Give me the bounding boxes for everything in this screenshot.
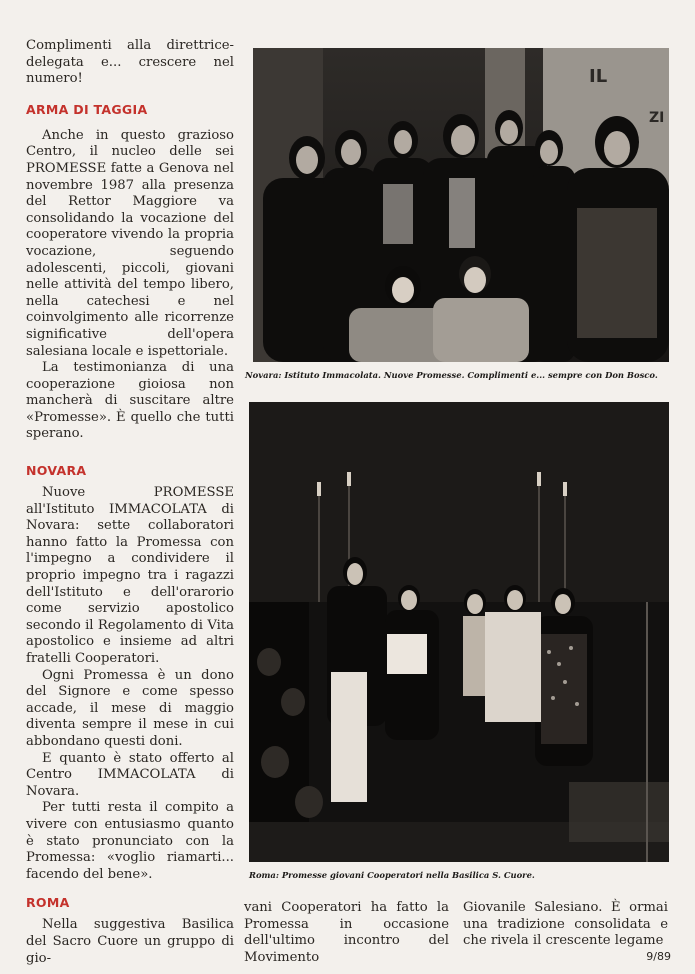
- section-heading-novara: NOVARA: [26, 463, 87, 479]
- bottom-column-right: [463, 900, 668, 950]
- page-number: 9/89: [646, 950, 671, 963]
- bottom-column-middle: [244, 900, 449, 966]
- photo-caption-top: Novara: Istituto Immacolata. Nuove Promesse. Complimenti e... sempre con Don Bosco.: [245, 370, 658, 380]
- left-column: [26, 38, 234, 967]
- svg-text:ZI: ZI: [649, 110, 665, 126]
- section-heading-arma-di-taggia: ARMA DI TAGGIA: [26, 101, 148, 117]
- paragraph: E quanto è stato offerto al Centro IMMACOLATA di Novara.: [26, 750, 234, 799]
- section-heading-roma: ROMA: [26, 895, 70, 911]
- svg-text:IL: IL: [589, 66, 608, 87]
- photo-roma-basilica: [249, 402, 669, 862]
- paragraph: La testimonianza di una cooperazione gioiosa non mancherà di suscitare altre «Promesse». È quello che tutti sperano.: [26, 360, 234, 442]
- paragraph: Giovanile Salesiano. È ormai una tradizione consolidata e che rivela il crescente legame: [463, 900, 668, 949]
- photo-novara-group: [253, 48, 669, 362]
- intro-paragraph: Complimenti alla direttrice-delegata e... crescere nel numero!: [26, 38, 234, 87]
- paragraph: Ogni Promessa è un dono del Signore e come spesso accade, il mese di maggio diventa sempre il mese in cui abbondano questi doni.: [26, 667, 234, 749]
- paragraph: vani Cooperatori ha fatto la Promessa in occasione dell'ultimo incontro del Movimento: [244, 900, 449, 965]
- photo-caption-bottom: Roma: Promesse giovani Cooperatori nella Basilica S. Cuore.: [249, 870, 535, 880]
- paragraph: Nella suggestiva Basilica del Sacro Cuore un gruppo di gio-: [26, 917, 234, 966]
- paragraph: Nuove PROMESSE all'Istituto IMMACOLATA di Novara: sette collaboratori hanno fatto la Promessa con l'impegno a condividere il proprio impegno tra i ragazzi dell'Istituto e dell'orarorio come servizio apostolico secondo il Regolamento di Vita apostolico e insieme ad altri fratelli Cooperatori.: [26, 485, 234, 666]
- paragraph: Per tutti resta il compito a vivere con entusiasmo quanto è stato pronunciato con la Promessa: «voglio riamarti... facendo del bene».: [26, 800, 234, 882]
- paragraph: Anche in questo grazioso Centro, il nucleo delle sei PROMESSE fatte a Genova nel novembre 1987 alla presenza del Rettor Maggiore va consolidando la vocazione del cooperatore vivendo la propria vocazione, seguendo adolescenti, piccoli, giovani nelle attività del tempo libero, nella catechesi e nel coinvolgimento alle ricorrenze significative dell'opera salesiana locale e ispettoriale.: [26, 127, 234, 359]
